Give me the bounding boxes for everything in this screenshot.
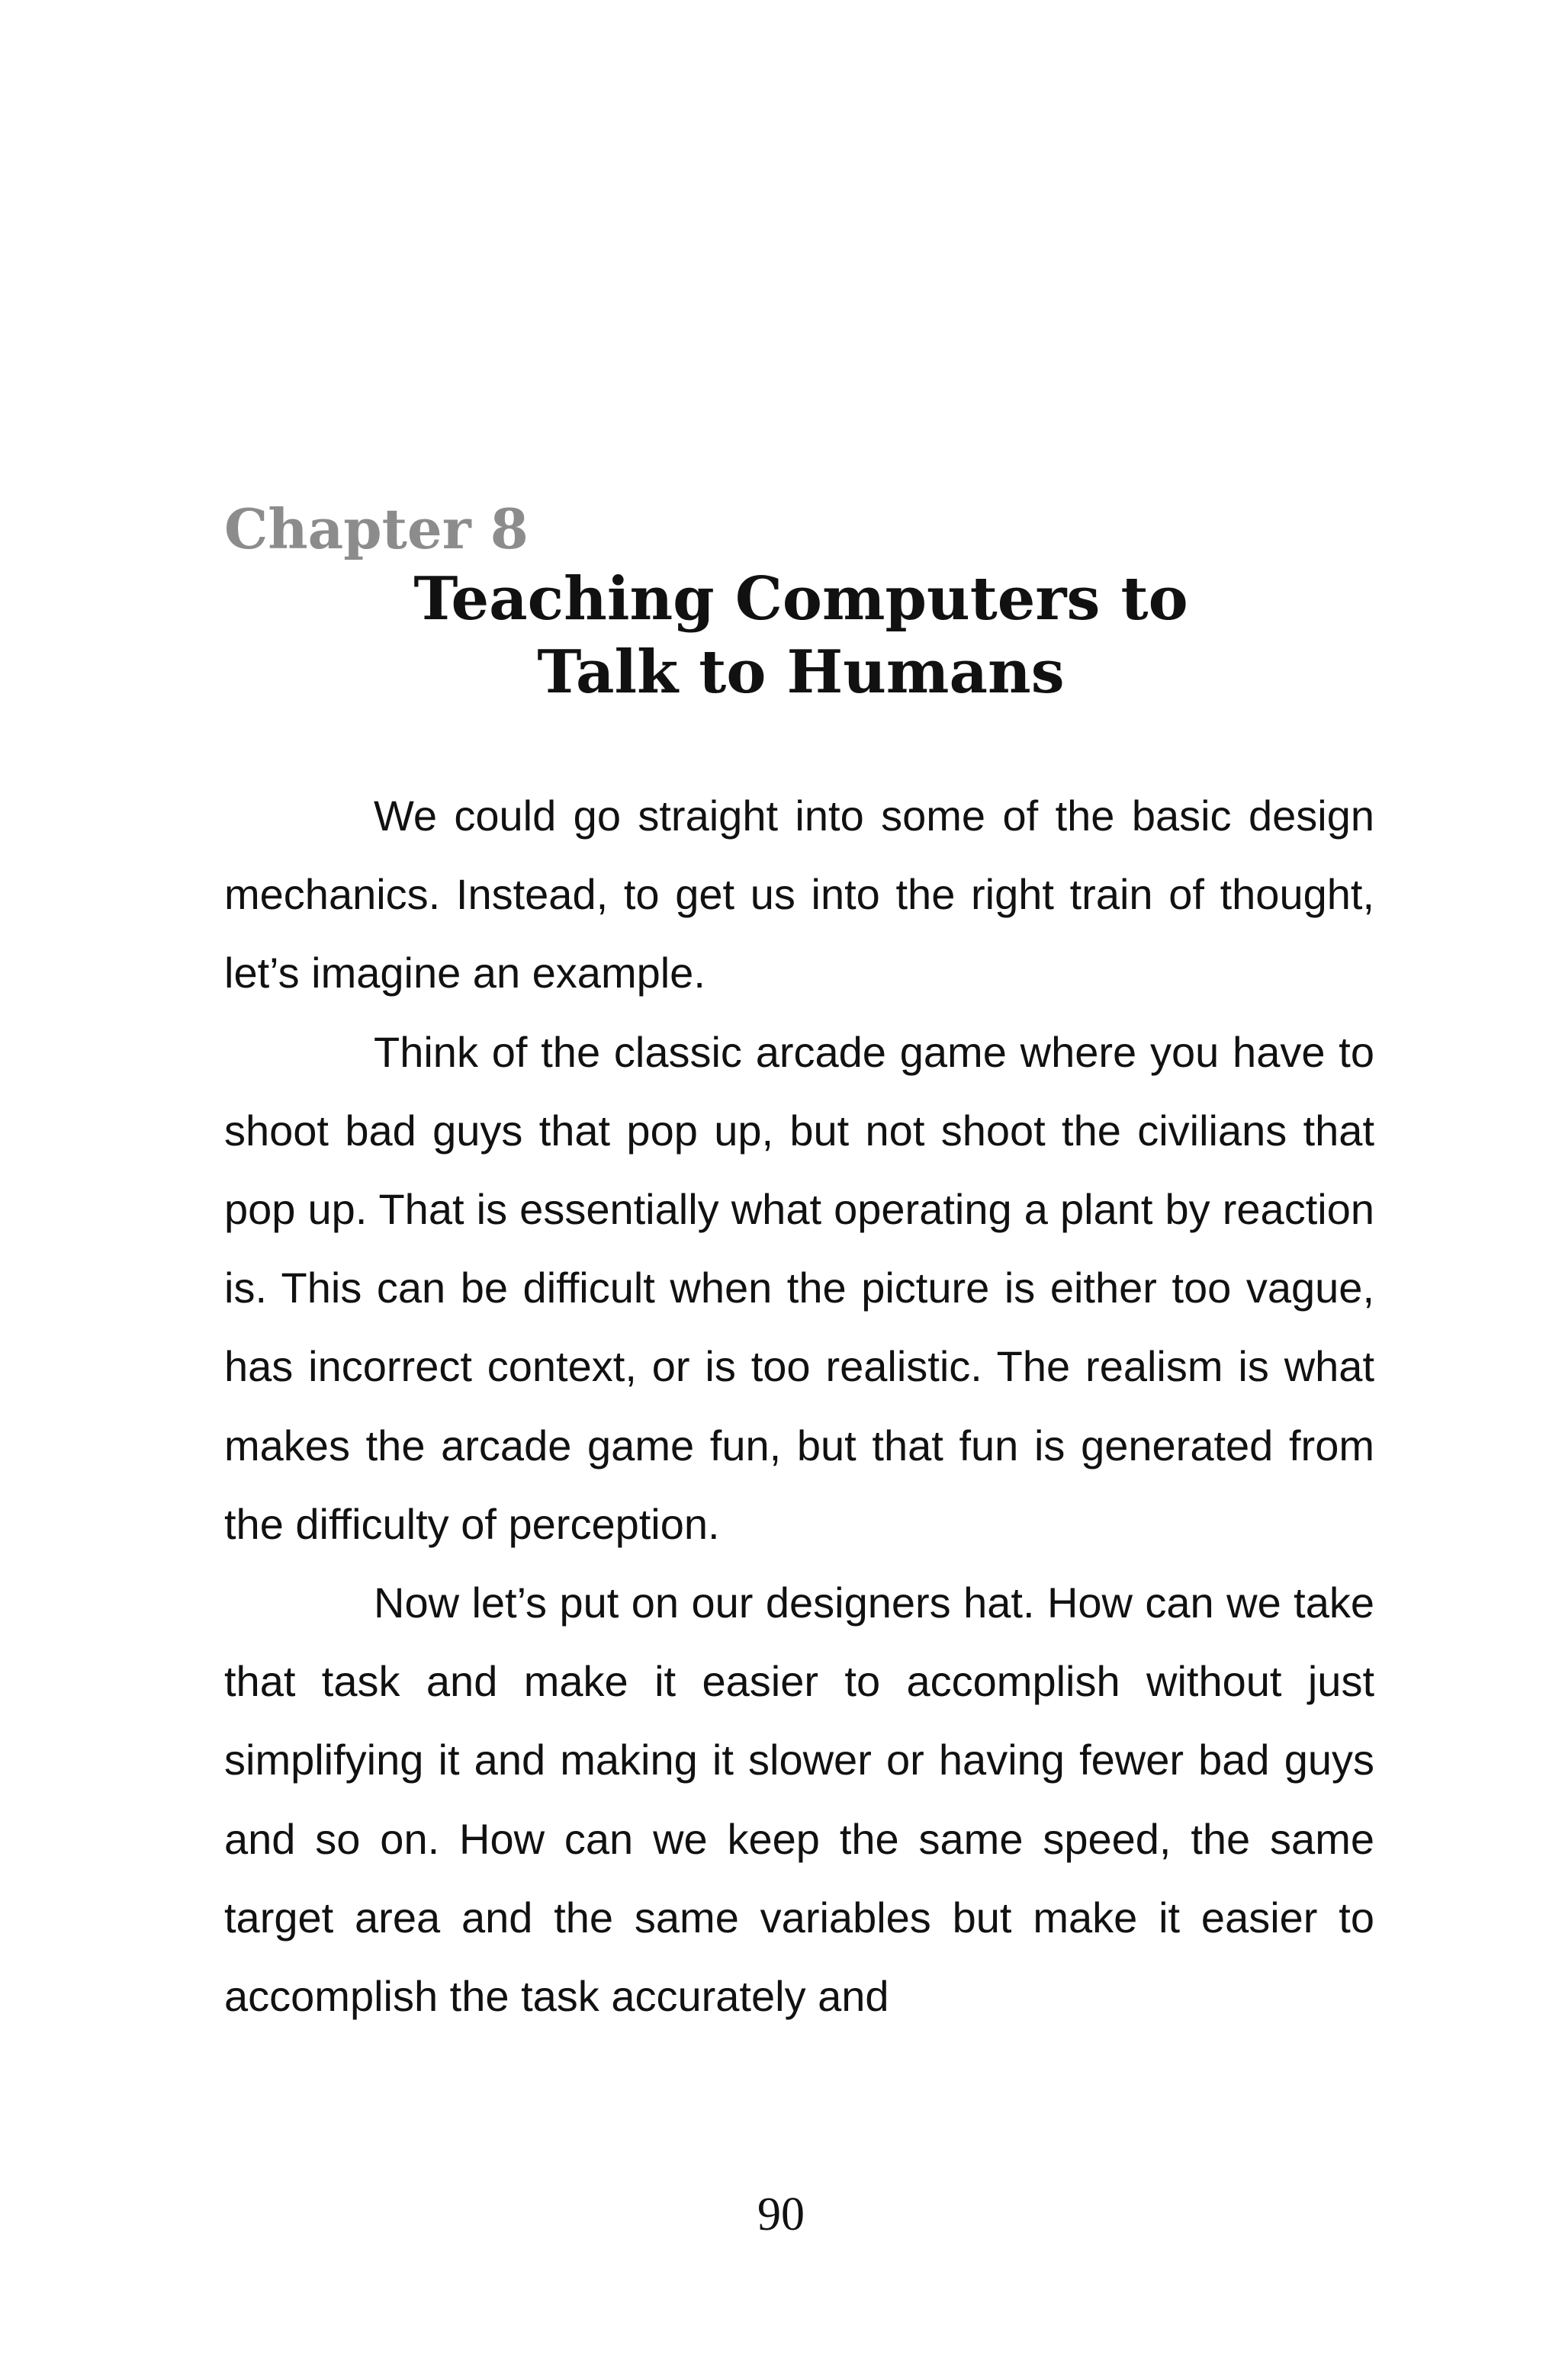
paragraph: Now let’s put on our designers hat. How can we take that task and make it easier to accomplish without just simplifying it and making it slower or having fewer bad guys and so on. How can we keep the same speed, the same target area and the same variables but make it easier to accomplish the task accurately and <box>224 1579 1374 2021</box>
page-number: 90 <box>757 2189 805 2240</box>
chapter-label: Chapter 8 <box>224 496 529 561</box>
chapter-title-line-2: Talk to Humans <box>537 638 1065 707</box>
paragraph: Think of the classic arcade game where you have to shoot bad guys that pop up, but not shoot the civilians that pop up. That is essentially what operating a plant by reaction is. This can be difficult when the picture is either too vague, has incorrect context, or is too realistic. The realism is what makes the arcade game fun, but that fun is generated from the difficulty of perception. <box>224 1027 1374 1548</box>
chapter-title-line-1: Teaching Computers to <box>413 564 1188 634</box>
chapter-title <box>336 563 1266 709</box>
paragraph: We could go straight into some of the basic design mechanics. Instead, to get us into the right train of thought, let’s imagine an example. <box>224 792 1374 997</box>
body-text <box>224 776 1374 2035</box>
